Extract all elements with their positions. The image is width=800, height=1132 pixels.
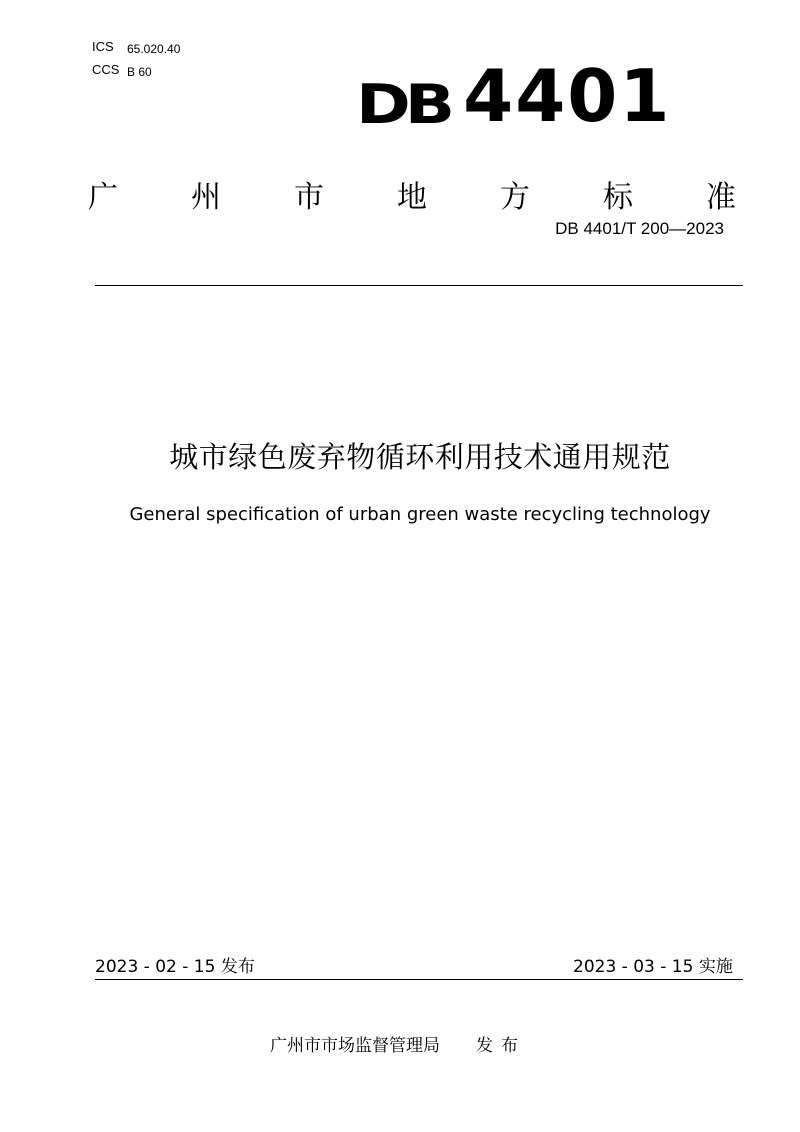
ccs-label: CCS [92,62,120,77]
issuer-action: 发布 [476,1036,526,1056]
category-char: 州 [191,180,221,215]
category-char: 市 [294,180,324,215]
ics-label: ICS [92,39,114,54]
ccs-value: B 60 [127,65,152,79]
logo-code: 4401 [463,54,672,138]
category-char: 准 [706,180,736,215]
title-chinese: 城市绿色废弃物循环利用技术通用规范 [169,440,671,474]
logo-prefix: DB [356,72,450,137]
category-char: 方 [500,180,530,215]
category-char: 地 [397,180,427,215]
issuer-line [270,1034,526,1058]
issuer-name: 广州市市场监督管理局 [270,1036,440,1056]
header-divider [95,285,743,286]
category-char: 广 [88,180,118,215]
release-date: 2023 - 02 - 15 发布 [95,957,255,977]
implement-date: 2023 - 03 - 15 实施 [573,957,733,977]
standard-number: DB 4401/T 200—2023 [555,219,724,238]
standard-category [88,176,736,220]
footer-divider [95,979,743,980]
db-logo [356,54,672,138]
title-english: General specification of urban green waste recycling technology [129,504,711,525]
ics-value: 65.020.40 [127,42,181,56]
category-char: 标 [603,180,633,215]
